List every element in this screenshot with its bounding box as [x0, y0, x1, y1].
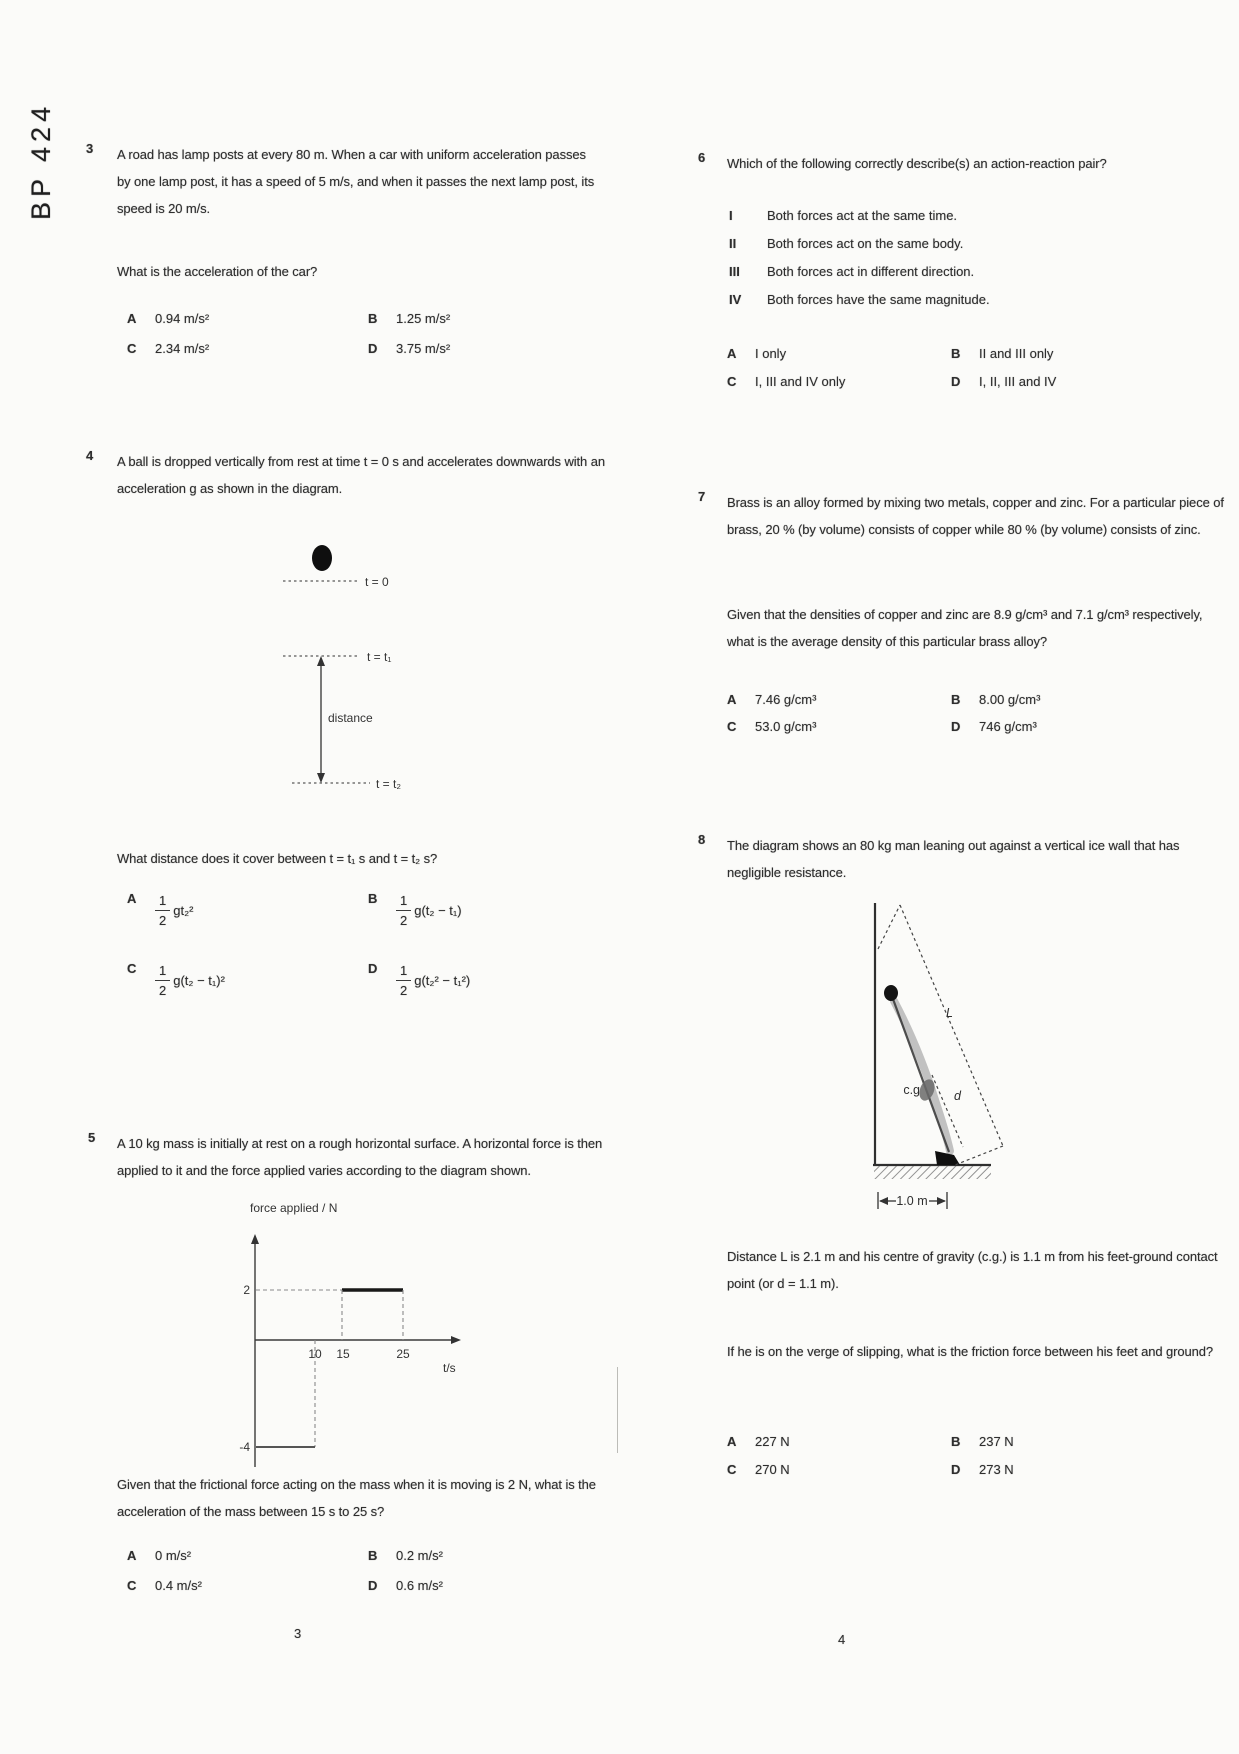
answer-option-b	[951, 1434, 1014, 1449]
answer-option-d	[951, 719, 1037, 734]
option-label: D	[368, 1578, 378, 1593]
option-label: A	[127, 1548, 137, 1563]
option-label: A	[727, 1434, 737, 1449]
label-d: d	[954, 1089, 961, 1103]
question-number: 8	[698, 832, 706, 847]
option-label: A	[727, 692, 737, 707]
y-axis-arrow-icon	[251, 1234, 259, 1244]
fraction-numerator: 1	[396, 961, 411, 981]
question-number: 4	[86, 448, 94, 463]
answer-option-b	[368, 1548, 443, 1563]
option-label: B	[368, 311, 378, 326]
fraction-denominator: 2	[159, 983, 167, 998]
label-t1: t = t₁	[367, 650, 392, 664]
answer-option-b	[368, 311, 450, 326]
option-label: D	[951, 719, 961, 734]
fraction	[396, 961, 411, 1000]
answer-option-b	[368, 891, 462, 930]
statement-iii	[729, 264, 974, 279]
statement-text: Both forces act on the same body.	[767, 236, 964, 251]
answer-option-a	[727, 1434, 790, 1449]
ground-hatch	[874, 1166, 991, 1179]
option-label: B	[951, 1434, 961, 1449]
scan-fold-artifact	[617, 1367, 618, 1453]
option-value: 1.25 m/s²	[396, 311, 451, 326]
question-text: A 10 kg mass is initially at rest on a rough horizontal surface. A horizontal force is then applied to it and the force applied varies according to the diagram shown.	[117, 1136, 603, 1178]
option-value: 273 N	[979, 1462, 1014, 1477]
paper-code: BP 424	[26, 101, 56, 220]
y-axis-label: force applied / N	[250, 1201, 338, 1215]
option-value: 270 N	[755, 1462, 790, 1477]
answer-option-d	[368, 961, 470, 1000]
statement-i	[729, 208, 957, 223]
option-label: B	[951, 692, 961, 707]
fraction-numerator: 1	[155, 891, 170, 911]
answer-option-c	[727, 1462, 790, 1477]
question-prompt: If he is on the verge of slipping, what is the friction force between his feet and ground?	[727, 1344, 1214, 1359]
answer-option-d	[368, 341, 450, 356]
statement-ii	[729, 236, 963, 251]
question-text: A ball is dropped vertically from rest at time t = 0 s and accelerates downwards with an acceleration g as shown in the diagram.	[117, 454, 605, 496]
ball-drop-diagram	[245, 532, 425, 800]
answer-option-d	[951, 374, 1056, 389]
option-expression: g(t₂² − t₁²)	[414, 973, 471, 988]
fraction	[396, 891, 411, 930]
fraction	[155, 891, 170, 930]
option-value: 237 N	[979, 1434, 1014, 1449]
question-prompt: What is the acceleration of the car?	[117, 264, 318, 279]
option-label: A	[727, 346, 737, 361]
statement-text: Both forces act in different direction.	[767, 264, 975, 279]
option-label: D	[951, 1462, 961, 1477]
option-value: 0 m/s²	[155, 1548, 192, 1563]
option-value: I, III and IV only	[755, 374, 846, 389]
question-number: 3	[86, 141, 94, 156]
option-value: 227 N	[755, 1434, 790, 1449]
arrowhead-left-icon	[879, 1197, 888, 1205]
label-t0: t = 0	[365, 575, 389, 589]
option-label: D	[368, 961, 378, 976]
answer-option-b	[951, 692, 1040, 707]
arrowhead-right-icon	[937, 1197, 946, 1205]
page-number-left: 3	[294, 1626, 302, 1641]
man-body-line	[893, 999, 949, 1152]
fraction-denominator: 2	[400, 913, 408, 928]
label-t2: t = t₂	[376, 777, 402, 791]
label-L: L	[946, 1006, 953, 1020]
question-text: A road has lamp posts at every 80 m. When a car with uniform acceleration passes by one lamp post, it has a speed of 5 m/s, and when it passes the next lamp post, its speed is 20 m/s.	[117, 147, 595, 216]
dim-line-top	[878, 905, 900, 949]
option-value: 2.34 m/s²	[155, 341, 210, 356]
option-label: C	[727, 374, 737, 389]
statement-label: III	[729, 264, 740, 279]
answer-option-a	[727, 692, 816, 707]
answer-option-a	[127, 311, 209, 326]
label-cg: c.g	[903, 1083, 920, 1097]
fraction-denominator: 2	[159, 913, 167, 928]
answer-option-c	[127, 341, 209, 356]
question-text: Which of the following correctly describe(s) an action-reaction pair?	[727, 156, 1107, 171]
x-axis-label: t/s	[443, 1361, 456, 1375]
option-value: 746 g/cm³	[979, 719, 1037, 734]
answer-option-a	[127, 1548, 191, 1563]
option-label: C	[127, 961, 137, 976]
label-base-width: 1.0 m	[896, 1194, 928, 1208]
option-label: B	[368, 1548, 378, 1563]
option-value: 0.2 m/s²	[396, 1548, 443, 1563]
fraction-numerator: 1	[155, 961, 170, 981]
answer-option-c	[727, 719, 816, 734]
question-number: 6	[698, 150, 706, 165]
option-value: 0.4 m/s²	[155, 1578, 202, 1593]
answer-option-a	[727, 346, 786, 361]
option-label: A	[127, 891, 137, 906]
option-label: C	[127, 1578, 137, 1593]
fraction-denominator: 2	[400, 983, 408, 998]
arrowhead-up-icon	[317, 656, 325, 666]
option-value: I, II, III and IV	[979, 374, 1057, 389]
question-text: The diagram shows an 80 kg man leaning out against a vertical ice wall that has negligible resistance.	[727, 838, 1180, 880]
page-number-right: 4	[838, 1632, 846, 1647]
option-value: 8.00 g/cm³	[979, 692, 1041, 707]
fraction-numerator: 1	[396, 891, 411, 911]
statement-text: Both forces act at the same time.	[767, 208, 958, 223]
label-distance: distance	[328, 711, 373, 725]
option-expression: gt₂²	[173, 903, 194, 918]
option-value: 0.94 m/s²	[155, 311, 210, 326]
statement-text: Both forces have the same magnitude.	[767, 292, 990, 307]
man-head	[884, 985, 898, 1001]
option-label: D	[368, 341, 378, 356]
question-text: Brass is an alloy formed by mixing two metals, copper and zinc. For a particular piece of brass, 20 % (by volume) consists of copper while 80 % (by volume) consists of zinc.	[727, 495, 1224, 537]
force-time-graph	[222, 1190, 487, 1480]
answer-option-d	[368, 1578, 443, 1593]
x-tick-15: 15	[336, 1347, 350, 1361]
answer-option-c	[127, 961, 225, 1000]
option-value: II and III only	[979, 346, 1054, 361]
ball-icon	[312, 545, 332, 571]
fraction	[155, 961, 170, 1000]
statement-iv	[729, 292, 990, 307]
option-label: C	[127, 341, 137, 356]
answer-option-c	[727, 374, 845, 389]
option-value: 7.46 g/cm³	[755, 692, 817, 707]
option-label: A	[127, 311, 137, 326]
x-tick-25: 25	[396, 1347, 410, 1361]
question-note: Distance L is 2.1 m and his centre of gravity (c.g.) is 1.1 m from his feet-ground contact point (or d = 1.1 m).	[727, 1249, 1218, 1291]
option-expression: g(t₂ − t₁)²	[173, 973, 225, 988]
leaning-man-diagram	[770, 893, 1020, 1223]
option-label: C	[727, 719, 737, 734]
option-value: 53.0 g/cm³	[755, 719, 817, 734]
answer-option-b	[951, 346, 1053, 361]
question-number: 5	[88, 1130, 96, 1145]
x-axis-arrow-icon	[451, 1336, 461, 1344]
y-tick-2: 2	[243, 1283, 250, 1297]
option-value: I only	[755, 346, 787, 361]
option-label: B	[368, 891, 378, 906]
option-value: 0.6 m/s²	[396, 1578, 443, 1593]
option-label: C	[727, 1462, 737, 1477]
option-value: 3.75 m/s²	[396, 341, 451, 356]
question-prompt: Given that the densities of copper and zinc are 8.9 g/cm³ and 7.1 g/cm³ respectively, what is the average density of this particular brass alloy?	[727, 607, 1203, 649]
statement-label: II	[729, 236, 737, 251]
answer-option-a	[127, 891, 193, 930]
statement-label: IV	[729, 292, 742, 307]
dim-line-bottom	[955, 1146, 1003, 1165]
statement-label: I	[729, 208, 733, 223]
question-prompt: What distance does it cover between t = t₁ s and t = t₂ s?	[117, 851, 438, 866]
question-prompt: Given that the frictional force acting on the mass when it is moving is 2 N, what is the acceleration of the mass between 15 s to 25 s?	[117, 1477, 596, 1519]
x-tick-10: 10	[308, 1347, 322, 1361]
option-label: D	[951, 374, 961, 389]
question-number: 7	[698, 489, 706, 504]
option-expression: g(t₂ − t₁)	[414, 903, 462, 918]
answer-option-c	[127, 1578, 202, 1593]
y-tick-neg4: -4	[239, 1440, 250, 1454]
option-label: B	[951, 346, 961, 361]
answer-option-d	[951, 1462, 1014, 1477]
dim-line-L	[900, 905, 1003, 1146]
arrowhead-down-icon	[317, 773, 325, 783]
